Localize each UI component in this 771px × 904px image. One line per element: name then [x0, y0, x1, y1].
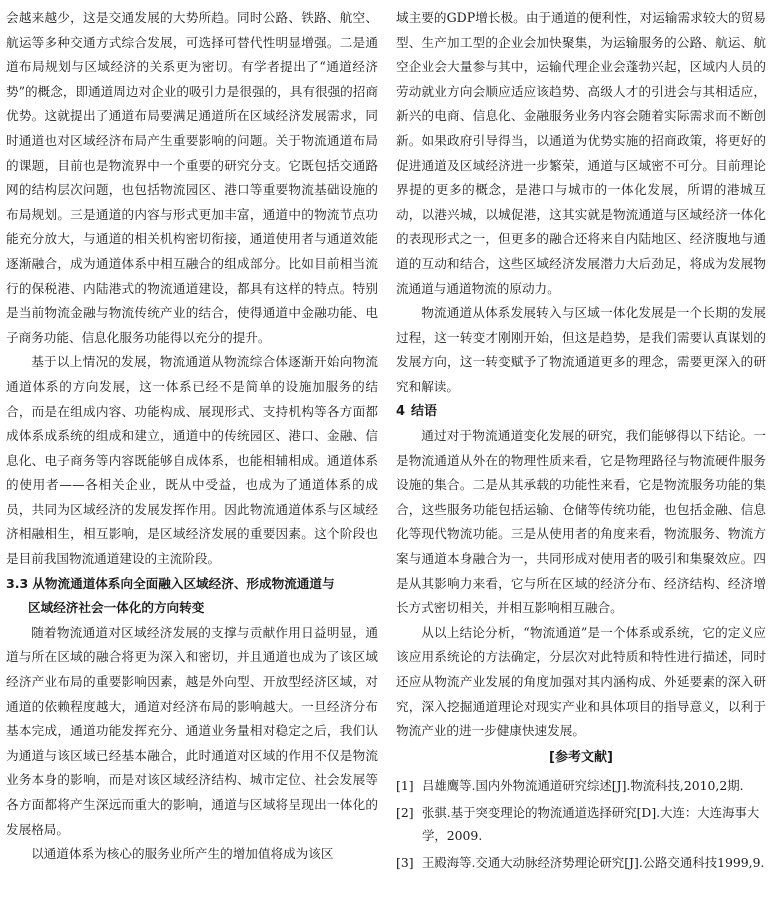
- reference-item: [396, 851, 766, 874]
- right-paragraph-1: 域主要的GDP增长极。由于通道的便利性，对运输需求较大的贸易型、生产加工型的企业会加快聚集，为运输服务的公路、航运、航空企业会大量参与其中，运输代理企业会蓬勃兴起，区域内人员的劳动就业方向会顺应适应该趋势、高级人才的引进会与其相适应，新兴的电商、信息化、金融服务业务内容会随着实际需求而不断创新。如果政府引导得当，以通道为优势实施的招商政策，将更好的促进通道及区域经济进一步繁荣，通道与区域密不可分。目前理论界提的更多的概念，是港口与城市的一体化发展，所谓的港城互动，以港兴城，以城促港，这其实就是物流通道与区域经济一体化的表现形式之一，但更多的融合还将来自内陆地区、经济腹地与通道的互动和结合，这些区域经济发展潜力大后劲足，将成为发展物流通道与通道物流的原动力。: [396, 10, 766, 296]
- section-3-3-title-line-1: 从物流通道体系向全面融入区域经济、形成物流通道与: [32, 575, 335, 591]
- reference-text: 吕雄鹰等.国内外物流通道研究综述[J].物流科技,2010,2期.: [422, 777, 744, 793]
- left-column: [6, 6, 378, 867]
- reference-index: [3]: [396, 854, 414, 870]
- section-4-number: 4: [396, 403, 406, 419]
- reference-item: [396, 801, 766, 847]
- section-3-3-heading: [6, 572, 378, 621]
- section-3-3-title-line-2: 区域经济社会一体化的方向转变: [28, 600, 205, 616]
- reference-text: 张骐.基于突变理论的物流通道选择研究[D].大连：大连海事大学，2009.: [422, 804, 760, 843]
- right-paragraph-3: 通过对于物流通道变化发展的研究，我们能够得以下结论。一是物流通道从外在的物理性质来看，它是物理路径与物流硬件服务设施的集合。二是从其承载的功能性来看，它是物流服务功能的集合，这些服务功能包括运输、仓储等传统功能，也包括金融、信息化等现代物流功能。三是从使用者的角度来看，物流服务、物流方案与通道本身融合为一，共同形成对使用者的吸引和集聚效应。四是从其影响力来看，它与所在区域的经济分布、经济结构、经济增长方式密切相关，并相互影响相互融合。: [396, 428, 766, 616]
- reference-index: [2]: [396, 804, 414, 820]
- reference-index: [1]: [396, 777, 414, 793]
- reference-text: 王殿海等.交通大动脉经济势理论研究[J].公路交通科技1999,9.: [422, 854, 765, 870]
- left-paragraph-4: 以通道体系为核心的服务业所产生的增加值将成为该区: [31, 846, 334, 862]
- left-paragraph-1: 会越来越少，这是交通发展的大势所趋。同时公路、铁路、航空、航运等多种交通方式综合发展，可选择可替代性明显增强。二是通道布局规划与区域经济的关系更为密切。有学者提出了“通道经济势”的概念，即通道周边对企业的吸引力是很强的，具有很强的招商优势。这就提出了通道布局要满足通道所在区域经济发展需求，同时通道也对区域经济布局产生重要影响的问题。关于物流通道布局的课题，目前也是物流界中一个重要的研究分支。它既包括交通路网的结构层次问题，也包括物流园区、港口等重要物流基础设施的布局规划。三是通道的内容与形式更加丰富，通道中的物流节点功能充分放大，与通道的相关机构密切衔接，通道使用者与通道效能逐渐融合，成为通道体系中相互融合的组成部分。比如目前相当流行的保税港、内陆港式的物流通道建设，都具有这样的特点。特别是当前物流金融与物流传统产业的结合，使得通道中金融功能、电子商务功能、信息化服务功能得以充分的提升。: [6, 10, 378, 345]
- left-paragraph-3: 随着物流通道对区域经济发展的支撑与贡献作用日益明显，通道与所在区域的融合将更为深入和密切，并且通道也成为了该区域经济产业布局的重要影响因素，越是外向型、开放型经济区域，对通道的依赖程度越大，通道对经济布局的影响越大。一旦经济分布基本完成，通道功能发挥充分、通道业务量相对稳定之后，我们认为通道与该区域已经基本融合，此时通道对区域的作用不仅是物流业务本身的影响，而是对该区域经济结构、城市定位、社会发展等各方面都将产生深远而重大的影响，通道与区域将呈现出一体化的发展格局。: [6, 624, 378, 837]
- right-column: [396, 6, 766, 874]
- right-paragraph-4: 从以上结论分析，“物流通道”是一个体系或系统，它的定义应该应用系统论的方法确定，分层次对此特质和特性进行描述，同时还应从物流产业发展的角度加强对其内涵构成、外延要素的深入研究，深入挖掘通道理论对现实产业和具体项目的指导意义，以利于物流产业的进一步健康快速发展。: [396, 624, 766, 739]
- section-4-title: 结语: [411, 403, 438, 419]
- reference-item: [396, 774, 766, 797]
- references-title: [参考文献]: [549, 749, 613, 765]
- left-paragraph-2: 基于以上情况的发展，物流通道从物流综合体逐渐开始向物流通道体系的方向发展，这一体系已经不是简单的设施加服务的结合，而是在组成内容、功能构成、展现形式、支持机构等各方面都成体系成系统的组成和建立，通道中的传统园区、港口、金融、信息化、电子商务等内容既能够自成体系，也能相辅相成。通道体系的使用者——各相关企业，既从中受益，也成为了通道体系的成员，共同为区域经济的发展发挥作用。因此物流通道体系与区域经济相融相生，相互影响，是区域经济发展的重要因素。这个阶段也是目前我国物流通道建设的主流阶段。: [6, 354, 378, 567]
- right-paragraph-2: 物流通道从体系发展转入与区域一体化发展是一个长期的发展过程，这一转变才刚刚开始，但这是趋势，是我们需要认真谋划的发展方向，这一转变赋予了物流通道更多的理念，需要更深入的研究和解读。: [396, 305, 766, 394]
- section-4-heading: [396, 400, 766, 425]
- section-3-3-number: 3.3: [6, 575, 29, 591]
